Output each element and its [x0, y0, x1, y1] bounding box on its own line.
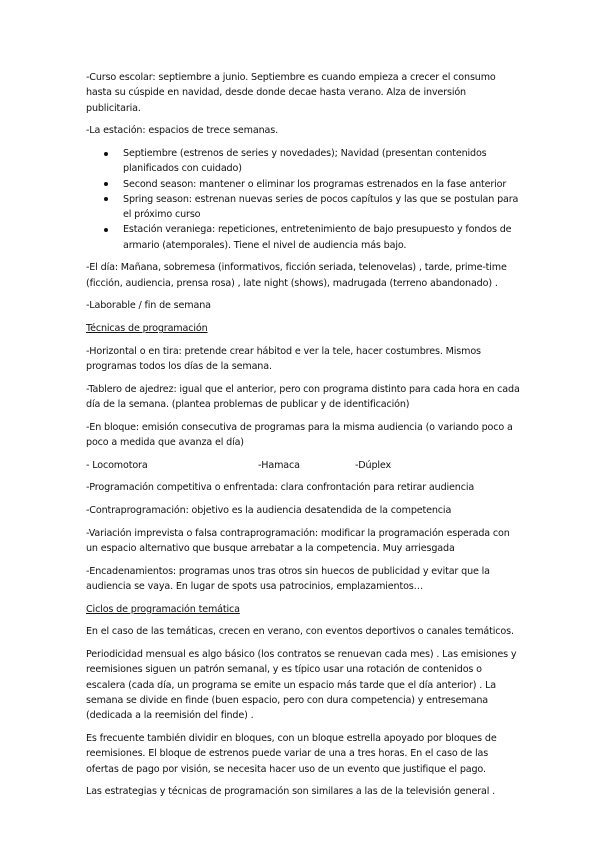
paragraph-encadenamientos: -Encadenamientos: programas unos tras otros sin huecos de publicidad y evitar que la audiencia se vaya. En lugar de spots usa patrocinios, emplazamientos…	[86, 565, 490, 593]
paragraph-verano: En el caso de las temáticas, crecen en verano, con eventos deportivos o canales temáticos.	[86, 626, 514, 638]
list-item: Second season: mantener o eliminar los programas estrenados en la fase anterior	[123, 177, 520, 192]
paragraph-contraprogramacion: -Contraprogramación: objetivo es la audiencia desatendida de la competencia	[86, 505, 452, 517]
paragraph-estacion: -La estación: espacios de trece semanas.	[86, 125, 278, 137]
paragraph-bloques: Es frecuente también dividir en bloques, con un bloque estrella apoyado por bloques de reemisiones. El bloque de estrenos puede variar de una a tres horas. En el caso de las ofertas de pago por visión, se necesita hacer uso de un evento que justifique el pago.	[86, 733, 497, 775]
document-body	[86, 70, 520, 807]
paragraph-variacion: -Variación imprevista o falsa contraprogramación: modificar la programación esperada con un espacio alternativo que busque arrebatar a la competencia. Muy arriesgada	[86, 527, 510, 555]
section-heading-ciclos: Ciclos de programación temática	[86, 603, 240, 615]
modelo-hamaca: -Hamaca	[258, 459, 300, 471]
paragraph-laborable: -Laborable / fin de semana	[86, 300, 211, 312]
list-item: Estación veraniega: repeticiones, entretenimiento de bajo presupuesto y fondos de armario (atemporales). Tiene el nivel de audiencia más bajo.	[123, 222, 520, 253]
paragraph-en-bloque: -En bloque: emisión consecutiva de programas para la misma audiencia (o variando poco a poco a medida que avanza el día)	[86, 421, 513, 449]
bloque-modelos-row	[86, 458, 520, 473]
paragraph-periodicidad: Periodicidad mensual es algo básico (los contratos se renuevan cada mes) . Las emisiones y reemisiones siguen un patrón semanal, y es típico usar una rotación de contenidos o escalera (cada día, un programa se emite un espacio más tarde que el día anterior) . La semana se divide en finde (buen espacio, pero con dura competencia) y entresemana (dedicada a la reemisión del finde) .	[86, 649, 517, 722]
modelo-locomotora: - Locomotora	[86, 459, 148, 471]
estaciones-list	[86, 146, 520, 253]
paragraph-curso-escolar: -Curso escolar: septiembre a junio. Septiembre es cuando empieza a crecer el consumo hasta su cúspide en navidad, desde donde decae hasta verano. Alza de inversión publicitaria.	[86, 72, 496, 114]
list-item: Septiembre (estrenos de series y novedades); Navidad (presentan contenidos planificados con cuidado)	[123, 146, 520, 177]
paragraph-competitiva: -Programación competitiva o enfrentada: clara confrontación para retirar audiencia	[86, 482, 475, 494]
modelo-duplex: -Dúplex	[355, 459, 392, 471]
paragraph-horizontal: -Horizontal o en tira: pretende crear hábitod e ver la tele, hacer costumbres. Mismos programas todos los días de la semana.	[86, 345, 481, 373]
section-heading-tecnicas: Técnicas de programación	[86, 323, 208, 335]
list-item: Spring season: estrenan nuevas series de pocos capítulos y las que se postulan para el próximo curso	[123, 192, 520, 223]
paragraph-tablero: -Tablero de ajedrez: igual que el anterior, pero con programa distinto para cada hora en cada día de la semana. (plantea problemas de publicar y de identificación)	[86, 383, 520, 411]
paragraph-el-dia: -El día: Mañana, sobremesa (informativos, ficción seriada, telenovelas) , tarde, prime-time (ficción, audiencia, prensa rosa) , late night (shows), madrugada (terreno abandonado) .	[86, 262, 507, 289]
paragraph-estrategias: Las estrategias y técnicas de programación son similares a las de la televisión general .	[86, 786, 496, 798]
